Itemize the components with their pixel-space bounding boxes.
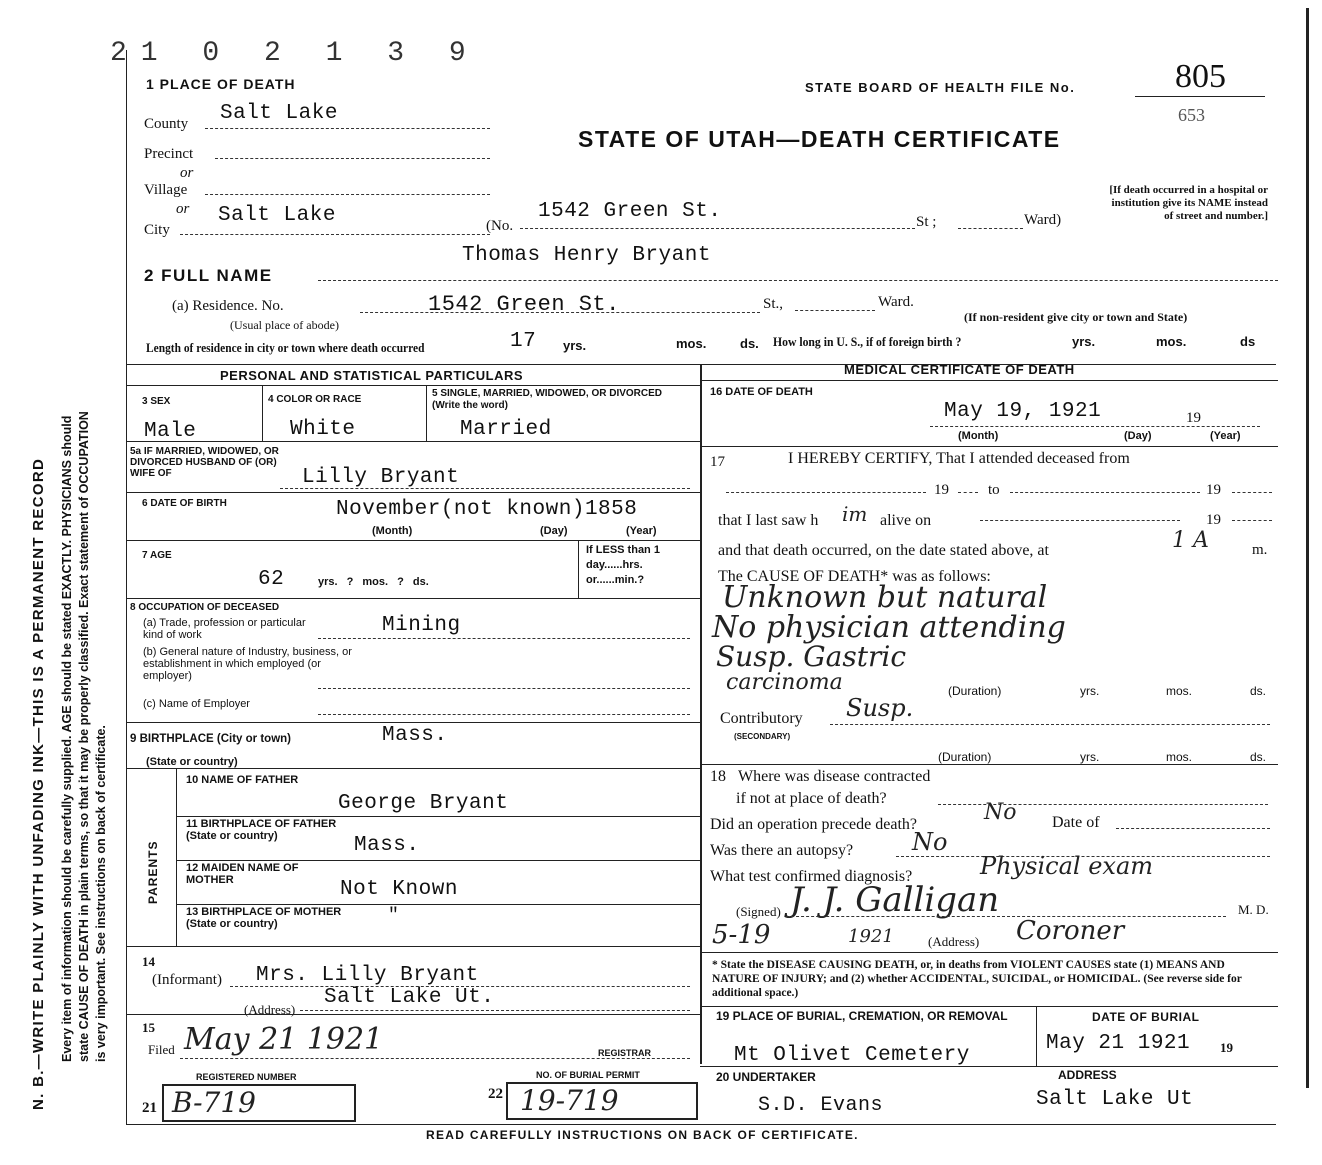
mos-label: mos. [1156, 334, 1187, 349]
duration-label: (Duration) [938, 750, 992, 764]
date-of-label: Date of [1052, 814, 1100, 831]
father-name: George Bryant [338, 792, 509, 815]
birthplace-value: Mass. [382, 724, 448, 747]
cause-line-3: Susp. Gastric [716, 640, 907, 673]
footer-instructions: READ CAREFULLY INSTRUCTIONS ON BACK OF CERTIFICATE. [426, 1128, 859, 1142]
autopsy-label: Was there an autopsy? [710, 842, 854, 859]
year-caption: (Year) [1210, 430, 1241, 442]
color-label: 4 COLOR OR RACE [268, 394, 362, 405]
dob-label: 6 DATE OF BIRTH [142, 498, 227, 509]
occupation-value: Mining [382, 614, 461, 637]
md-label: M. D. [1238, 902, 1269, 917]
marital-label: 5 SINGLE, MARRIED, WIDOWED, OR DIVORCED (Write the word) [432, 388, 663, 411]
signed-year-handwritten: 1921 [848, 926, 894, 947]
day-caption: (Day) [1124, 430, 1152, 442]
st-label: St ; [916, 214, 937, 230]
certificate-title: STATE OF UTAH—DEATH CERTIFICATE [578, 126, 1061, 152]
age-units: yrs. ? mos. ? ds. [318, 576, 429, 588]
cause-label: The CAUSE OF DEATH* was as follows: [718, 568, 991, 585]
footnote: * State the DISEASE CAUSING DEATH, or, in deaths from VIOLENT CAUSES state (1) MEANS AND NATURE OF INJURY; and (2) whether ACCIDENTAL, SUICIDAL, or HOMICIDAL. (See reverse side for additional space.) [712, 959, 1242, 999]
burial-date-label: DATE OF BURIAL [1092, 1010, 1200, 1024]
occupation-a-label: (a) Trade, profession or particular kind of work [143, 617, 306, 641]
month-caption: (Month) [372, 525, 413, 537]
length-residence-label: Length of residence in city or town where death occurred [146, 340, 425, 355]
nonresident-note: (If non-resident give city or town and State) [964, 310, 1188, 324]
undertaker-address-label: ADDRESS [1058, 1068, 1117, 1082]
informant-number: 14 [142, 954, 155, 969]
date-of-death: May 19, 1921 [944, 400, 1102, 423]
hospital-note: [If death occurred in a hospital or institution give its NAME instead of street and number.] [1109, 184, 1268, 222]
undertaker-name: S.D. Evans [758, 1094, 884, 1117]
meridiem-label: m. [1252, 542, 1268, 558]
filed-date-handwritten: May 21 1921 [184, 1022, 384, 1057]
burial-permit-label: NO. OF BURIAL PERMIT [536, 1070, 640, 1080]
personal-heading: PERSONAL AND STATISTICAL PARTICULARS [220, 368, 524, 383]
instruction-line: state CAUSE OF DEATH in plain terms, so that it may be properly classified. Exact statement of OCCUPATION [77, 411, 91, 1062]
signed-date-handwritten: 5-19 [712, 920, 771, 950]
father-label: 10 NAME OF FATHER [186, 774, 299, 786]
autopsy-handwritten: No [912, 828, 948, 856]
duration-label: (Duration) [948, 684, 1002, 698]
informant-address-label: (Address) [244, 1002, 296, 1017]
death-address: 1542 Green St. [538, 200, 722, 223]
father-birthplace-label: 11 BIRTHPLACE OF FATHER (State or country) [186, 818, 337, 842]
burial-permit-number: 19-719 [520, 1084, 619, 1117]
registered-number: B-719 [172, 1086, 256, 1119]
contracted-number: 18 [710, 768, 726, 785]
test-confirmed-handwritten: Physical exam [980, 852, 1154, 880]
city-value: Salt Lake [218, 204, 336, 227]
how-long-us-label: How long in U. S., if of foreign birth ? [773, 334, 962, 349]
year-19: 19 [1206, 512, 1221, 528]
yrs-label: yrs. [1080, 684, 1100, 698]
death-occurred-label: and that death occurred, on the date stated above, at [718, 542, 1049, 559]
residence-label: (a) Residence. No. [172, 298, 284, 314]
alive-on-label: alive on [880, 512, 932, 529]
residence-value: 1542 Green St. [428, 292, 620, 317]
age-label: 7 AGE [142, 550, 172, 561]
certify-number: 17 [710, 454, 725, 470]
informant-name: Mrs. Lilly Bryant [256, 964, 479, 987]
occupation-b-label: (b) General nature of Industry, business, or establishment in which employed (or employer) [143, 646, 352, 682]
burial-place-label: 19 PLACE OF BURIAL, CREMATION, OR REMOVAL [716, 1009, 1008, 1023]
secondary-caption: (SECONDARY) [734, 732, 791, 741]
medical-heading: MEDICAL CERTIFICATE OF DEATH [844, 362, 1075, 377]
ds-label: ds [1240, 334, 1256, 349]
contributory-handwritten: Susp. [846, 694, 914, 722]
last-saw-label: that I last saw h [718, 512, 819, 529]
county-label: County [144, 116, 189, 132]
full-name: Thomas Henry Bryant [462, 244, 711, 267]
filed-label: Filed [148, 1042, 175, 1057]
instruction-line: is very important. See instructions on back of certificate. [94, 725, 108, 1062]
mos-label: mos. [1166, 750, 1193, 764]
document-number: 21 0 2 1 3 9 [110, 38, 480, 69]
file-number: 805 [1175, 58, 1226, 95]
usual-place-label: (Usual place of abode) [230, 318, 339, 332]
yrs-label: yrs. [563, 338, 587, 353]
permanent-record-note: N. B.—WRITE PLAINLY WITH UNFADING INK—THIS IS A PERMANENT RECORD [30, 457, 47, 1110]
certify-text: I HEREBY CERTIFY, That I attended deceased from [788, 450, 1130, 467]
ds-label: ds. [1250, 750, 1267, 764]
undertaker-label: 20 UNDERTAKER [716, 1070, 816, 1084]
to-label: to [988, 482, 1000, 498]
state-country-label: (State or country) [146, 756, 238, 768]
place-of-death-heading: 1 PLACE OF DEATH [146, 76, 296, 92]
county-value: Salt Lake [220, 102, 338, 125]
father-birthplace: Mass. [354, 834, 420, 857]
year-19: 19 [1206, 482, 1221, 498]
res-st-label: St., [763, 296, 784, 312]
contributory-label: Contributory [720, 710, 803, 727]
year-suffix: 19 [1186, 410, 1201, 426]
or-label: or [176, 201, 190, 217]
physician-signature: J. J. Galligan [790, 880, 1000, 920]
filed-number: 15 [142, 1020, 155, 1035]
mos-label: mos. [1166, 684, 1193, 698]
last-saw-handwritten: im [842, 502, 868, 526]
burial-date: May 21 1921 [1046, 1032, 1191, 1055]
city-label: City [144, 222, 170, 238]
date-of-death-label: 16 DATE OF DEATH [710, 386, 813, 398]
yrs-label: yrs. [1080, 750, 1100, 764]
year-19: 19 [1220, 1040, 1233, 1055]
month-caption: (Month) [958, 430, 999, 442]
yrs-label: yrs. [1072, 334, 1096, 349]
test-confirmed-label: What test confirmed diagnosis? [710, 868, 913, 885]
if-not-place-label: if not at place of death? [736, 790, 887, 807]
physician-address-handwritten: Coroner [1016, 916, 1125, 946]
precinct-label: Precinct [144, 146, 194, 162]
informant-label: (Informant) [152, 972, 222, 988]
mother-birthplace-label: 13 BIRTHPLACE OF MOTHER (State or country) [186, 906, 342, 930]
burial-permit-field: 22 [488, 1086, 503, 1102]
birthplace-label: 9 BIRTHPLACE (City or town) [130, 733, 291, 745]
length-residence-value: 17 [510, 330, 537, 353]
sex-label: 3 SEX [142, 396, 171, 407]
mother-name: Not Known [340, 878, 458, 901]
mother-label: 12 MAIDEN NAME OF MOTHER [186, 862, 299, 886]
cause-line-1: Unknown but natural [722, 580, 1048, 615]
file-number-label: STATE BOARD OF HEALTH FILE No. [805, 80, 1076, 95]
dob-value: November(not known)1858 [336, 498, 638, 521]
undertaker-address: Salt Lake Ut [1036, 1088, 1194, 1111]
ward-label: Ward) [1024, 212, 1062, 228]
sex-value: Male [144, 420, 197, 443]
day-caption: (Day) [540, 525, 568, 537]
occupation-label: 8 OCCUPATION OF DECEASED [130, 602, 280, 613]
ds-label: ds. [1250, 684, 1267, 698]
ds-label: ds. [740, 336, 759, 351]
color-value: White [290, 418, 356, 441]
informant-address: Salt Lake Ut. [324, 986, 495, 1009]
burial-place: Mt Olivet Cemetery [734, 1044, 970, 1067]
employer-label: (c) Name of Employer [143, 698, 250, 710]
mos-label: mos. [676, 336, 707, 351]
no-label: (No. [486, 218, 514, 234]
or-label: or [180, 165, 194, 181]
spouse-label: 5a IF MARRIED, WIDOWED, OR DIVORCED HUSBAND OF (OR) WIFE OF [130, 446, 279, 479]
cause-line-4: carcinoma [726, 670, 843, 695]
cause-line-2: No physician attending [712, 610, 1066, 645]
age-value: 62 [258, 568, 285, 591]
instruction-line: Every item of information should be carefully supplied. AGE should be stated EXACTLY. PHYSICIANS should [60, 415, 74, 1062]
signed-label: (Signed) [736, 904, 781, 919]
less-than-day: If LESS than 1 day......hrs. or......min.? [586, 544, 660, 586]
year-19: 19 [934, 482, 949, 498]
year-caption: (Year) [626, 525, 657, 537]
registrar-label: REGISTRAR [598, 1048, 652, 1058]
res-ward-label: Ward. [878, 294, 914, 310]
operation-handwritten: No [984, 800, 1017, 825]
file-number-note: 653 [1178, 105, 1205, 125]
contracted-label: Where was disease contracted [738, 768, 931, 785]
operation-label: Did an operation precede death? [710, 816, 918, 833]
physician-address-label: (Address) [928, 934, 980, 949]
mother-birthplace: " [388, 906, 400, 926]
spouse-value: Lilly Bryant [302, 466, 460, 489]
village-label: Village [144, 182, 188, 198]
full-name-heading: 2 FULL NAME [144, 266, 273, 285]
parents-label: PARENTS [146, 840, 160, 904]
marital-value: Married [460, 418, 552, 441]
registered-number-label: REGISTERED NUMBER [196, 1072, 297, 1082]
registered-number-field: 21 [142, 1100, 157, 1116]
time-of-death: 1 A [1172, 528, 1209, 553]
